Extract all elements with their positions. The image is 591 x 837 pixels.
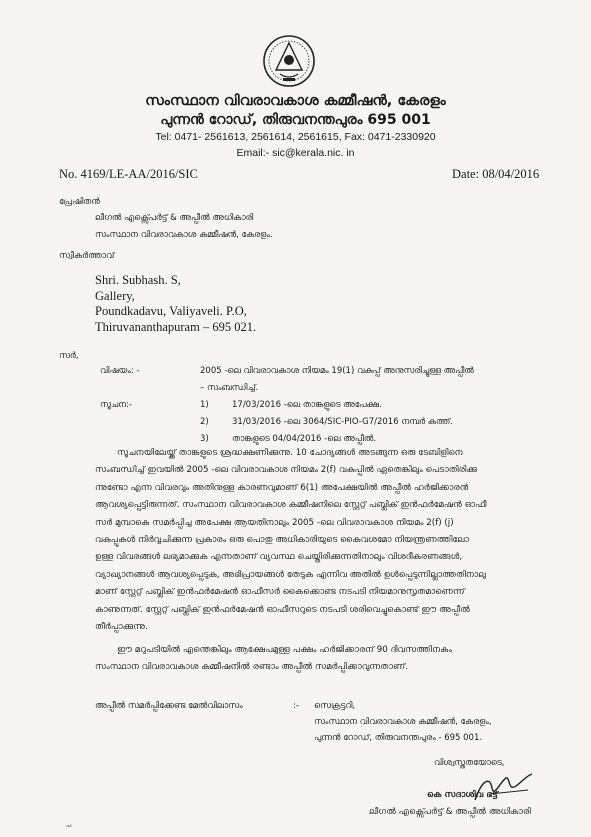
body-line: വകുപ്പുകൾ നിർവ്വചിക്കുന്ന പ്രകാരം ഒരു പൊതു അധികാരിയുടെ കൈവശമോ നിയന്ത്രണത്തിലോ	[95, 535, 470, 546]
appeal-address-line-1: സെക്രട്ടറി,	[314, 701, 356, 711]
reference-item-3: താങ്കളുടെ 04/04/2016 -ലെ അപ്പീൽ.	[232, 434, 377, 444]
appeal-address-separator: :-	[293, 701, 299, 711]
body-line: ന്നുണ്ടോ എന്ന വിവരവും അതിനുള്ള കാരണവുമാണ് 6(1) അപേക്ഷയിൽ അപ്പീൽ ഹർജിക്കാരൻ	[95, 482, 469, 493]
body-line: സംബന്ധിച്ച് ഇവയിൽ 2005 -ലെ വിവരാവകാശ നിയമം 2(f) വകുപ്പിൽ ഏതെങ്കിലും പെടാതിരിക്കു	[95, 465, 477, 476]
salutation: സർ,	[59, 351, 79, 361]
body-paragraph	[95, 445, 535, 636]
recipient-line-1: Shri. Subhash. S,	[95, 273, 181, 287]
appeal-note	[95, 642, 535, 677]
signatory-name: കെ സദാശിവ ഭട്ട്	[427, 790, 498, 800]
body-line: കാണുന്നത്. സ്റ്റേറ്റ് പബ്ലിക് ഇൻഫർമേഷൻ ഓഫീസറുടെ നടപടി ശരിവെച്ചുകൊണ്ട് ഈ അപ്പീൽ	[95, 604, 470, 615]
footer-mark: പ	[66, 822, 72, 829]
body-line: സർ മുമ്പാകെ സമർപ്പിച്ച അപേക്ഷ ആയതിനാലും 2005 -ലെ വിവരാവകാശ നിയമം 2(f) (j)	[95, 517, 454, 528]
appeal-address-label: അപ്പീൽ സമർപ്പിക്കേണ്ട മേൽവിലാസം	[95, 701, 243, 711]
sender-line-2: സംസ്ഥാന വിവരാവകാശ കമ്മീഷൻ, കേരളം.	[95, 230, 273, 240]
letter-date: Date: 08/04/2016	[452, 167, 540, 181]
body-line: തീർപ്പാക്കുന്നു.	[95, 622, 148, 633]
recipient-line-3: Poundkadavu, Valiyaveli. P.O,	[95, 304, 247, 318]
references-label: സൂചന:-	[100, 400, 133, 410]
appeal-address-line-3: പുന്നൻ റോഡ്, തിരുവനന്തപുരം - 695 001.	[314, 733, 483, 743]
subject-line-1: 2005 -ലെ വിവരാവകാശ നിയമം 19(1) വകുപ്പ് അനുസരിച്ചുള്ള അപ്പീൽ	[200, 366, 474, 376]
body-line: വ്യാഖ്യാനങ്ങൾ ആവശ്യപ്പെടുക, അഭിപ്രായങ്ങൾ തേടുക എന്നിവ അതിൽ ഉൾപ്പെടുന്നില്ലാത്തതിനാലു	[95, 569, 486, 580]
signatory-title: ലീഗൽ എക്സ്പെർട്ട് & അപ്പീൽ അധികാരി	[369, 807, 531, 817]
reference-number: No. 4169/LE-AA/2016/SIC	[59, 167, 198, 181]
recipient-address	[95, 273, 256, 335]
body-line: ആവശ്യപ്പെട്ടിരുന്നത്. സംസ്ഥാന വിവരാവകാശ കമ്മീഷനിലെ സ്റ്റേറ്റ് പബ്ലിക് ഇൻഫർമേഷൻ ഓഫീ	[95, 500, 487, 511]
sender-line-1: ലീഗൽ എക്സ്പെർട്ട് & അപ്പീൽ അധികാരി	[95, 213, 254, 223]
org-address: പുന്നൻ റോഡ്, തിരുവനന്തപുരം 695 001	[160, 112, 431, 128]
recipient-label: സ്വീകർത്താവ്	[59, 251, 115, 261]
reference-item-3-number: 3)	[200, 434, 209, 444]
body-line: മാണ് സ്റ്റേറ്റ് പബ്ലിക് ഇൻഫർമേഷൻ ഓഫീസർ കൈക്കൊണ്ട നടപടി നിയമാനുസൃതമാണെന്ന്	[95, 587, 465, 598]
recipient-line-2: Gallery,	[95, 288, 135, 303]
body-line: ഉള്ള വിവരങ്ങൾ ലഭ്യമാക്കുക എന്നതാണ് വ്യവസ്ഥ ചെയ്തിരിക്കുന്നതിനാലും വിശദീകരണങ്ങൾ,	[95, 552, 463, 563]
contact-email: Email:- sic@kerala.nic. in	[236, 147, 355, 159]
reference-item-1: 17/03/2016 -ലെ താങ്കളുടെ അപേക്ഷ.	[232, 400, 382, 410]
body-line: സൂചനയിലേയ്ക്ക് താങ്കളുടെ ശ്രദ്ധക്ഷണിക്കുന്നു. 10 ചോദ്യങ്ങൾ അടങ്ങുന്ന ഒരു ടേബിളിനെ	[117, 448, 463, 458]
commission-emblem	[262, 34, 316, 90]
closing: വിശ്വസ്തതയോടെ,	[434, 758, 505, 768]
reference-item-1-number: 1)	[200, 400, 209, 410]
sender-label: പ്രേഷിതൻ	[59, 197, 100, 207]
reference-item-2-number: 2)	[200, 417, 209, 427]
signature-scribble	[470, 772, 540, 806]
contact-phone: Tel: 0471- 2561613, 2561614, 2561615, Fax: 0471-2330920	[155, 131, 436, 143]
appeal-address-line-2: സംസ്ഥാന വിവരാവകാശ കമ്മീഷൻ, കേരളം,	[314, 717, 492, 727]
reference-item-2: 31/03/2016 -ലെ 3064/SIC-PIO-G7/2016 നമ്പർ കത്ത്.	[232, 417, 453, 427]
appeal-note-line: ഈ മറുപടിയിൽ എന്തെങ്കിലും ആക്ഷേപമുള്ള പക്ഷം ഹർജിക്കാരന് 90 ദിവസത്തിനകം	[117, 645, 453, 655]
recipient-line-4: Thiruvananthapuram – 695 021.	[95, 319, 257, 334]
subject-line-2: – സംബന്ധിച്ച്.	[200, 383, 259, 393]
org-name: സംസ്ഥാന വിവരാവകാശ കമ്മീഷൻ, കേരളം	[145, 93, 446, 109]
subject-label: വിഷയം: -	[100, 366, 140, 376]
appeal-note-line: സംസ്ഥാന വിവരാവകാശ കമ്മീഷനിൽ രണ്ടാം അപ്പീൽ സമർപ്പിക്കാവുന്നതാണ്.	[95, 662, 409, 673]
